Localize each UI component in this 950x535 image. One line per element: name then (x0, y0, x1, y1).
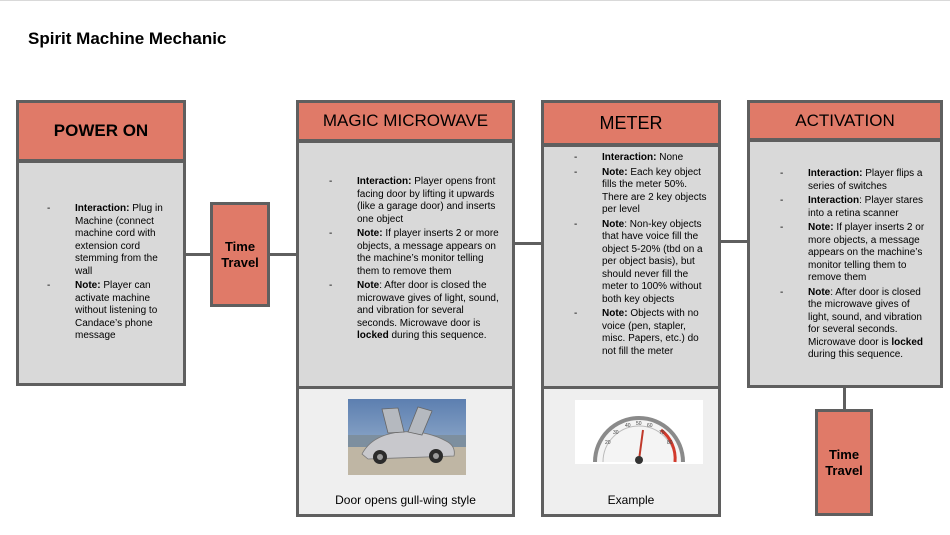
gauge-tick-label: 60 (647, 423, 653, 429)
gauge-tick-label: 50 (636, 421, 642, 427)
top-divider (0, 0, 950, 1)
magic-microwave-body (296, 140, 515, 389)
microwave-item: - Note: If player inserts 2 or more objects, a message appears on the machine’s monitor telling them to remove them (329, 228, 504, 278)
power-on-item: - Note: Player can activate machine without listening to Candace’s phone message (47, 280, 177, 343)
meter-body (541, 144, 721, 389)
meter-list (574, 152, 712, 358)
connector-activation-to-timetravel (843, 386, 846, 411)
activation-item: - Interaction: Player stares into a retina scanner (780, 195, 932, 220)
meter-item: - Interaction: None (574, 152, 712, 165)
power-on-item: - Interaction: Plug in Machine (connect machine cord with extension cord stemming from the wall (47, 203, 177, 278)
gauge-tick-label: 70 (659, 430, 665, 436)
time-travel-label: Time Travel (825, 446, 863, 478)
gauge-tick-label: 40 (625, 423, 631, 429)
activation-list (780, 168, 932, 362)
gauge-tick-label: 80 (667, 440, 673, 446)
gauge-image (575, 400, 703, 464)
power-on-body (16, 160, 186, 386)
meter-item: - Note: Non-key objects that have voice fill the object 5-20% (tbd on a per object basis), but should never fill the meter to 100% without both key objects (574, 219, 712, 307)
microwave-item: - Interaction: Player opens front facing door by lifting it upwards (like a garage door) and inserts one object (329, 176, 504, 226)
time-travel-box-1 (210, 202, 270, 307)
page-title: Spirit Machine Mechanic (28, 29, 227, 48)
meter-image-caption: Example (607, 493, 655, 507)
microwave-image-caption: Door opens gull-wing style (335, 493, 476, 507)
activation-title: ACTIVATION (795, 110, 895, 130)
connector-power-to-timetravel (184, 253, 212, 256)
connector-microwave-to-meter (513, 242, 543, 245)
power-on-list (47, 203, 177, 343)
magic-microwave-header (296, 100, 515, 142)
meter-header (541, 100, 721, 146)
gauge-tick-label: 20 (605, 440, 611, 446)
microwave-item: - Note: After door is closed the microwave gives of light, sound, and vibration for several seconds. Microwave door is locked during this sequence. (329, 280, 504, 343)
gauge-tick-label: 30 (613, 430, 619, 436)
time-travel-box-2 (815, 409, 873, 516)
magic-microwave-list (329, 176, 504, 343)
magic-microwave-title: MAGIC MICROWAVE (322, 111, 489, 130)
meter-item: - Note: Objects with no voice (pen, stapler, misc. Papers, etc.) do not fill the meter (574, 308, 712, 358)
meter-item: - Note: Each key object fills the meter 50%. There are 2 key objects per level (574, 167, 712, 217)
activation-body (747, 139, 943, 388)
activation-item: - Note: After door is closed the microwave gives of light, sound, and vibration for several seconds. Microwave door is locked during this sequence. (780, 287, 932, 362)
activation-header (747, 100, 943, 141)
gullwing-car-image (348, 399, 466, 475)
activation-item: - Note: If player inserts 2 or more objects, a message appears on the machine’s monitor telling them to remove them (780, 222, 932, 285)
time-travel-label: Time Travel (221, 238, 259, 270)
meter-title: METER (599, 112, 663, 133)
connector-meter-to-activation (719, 240, 749, 243)
magic-microwave-image-panel (296, 386, 515, 517)
activation-item: - Interaction: Player flips a series of switches (780, 168, 932, 193)
meter-image-panel (541, 386, 721, 517)
connector-timetravel-to-microwave (268, 253, 298, 256)
power-on-title: POWER ON (53, 121, 149, 140)
power-on-header (16, 100, 186, 162)
